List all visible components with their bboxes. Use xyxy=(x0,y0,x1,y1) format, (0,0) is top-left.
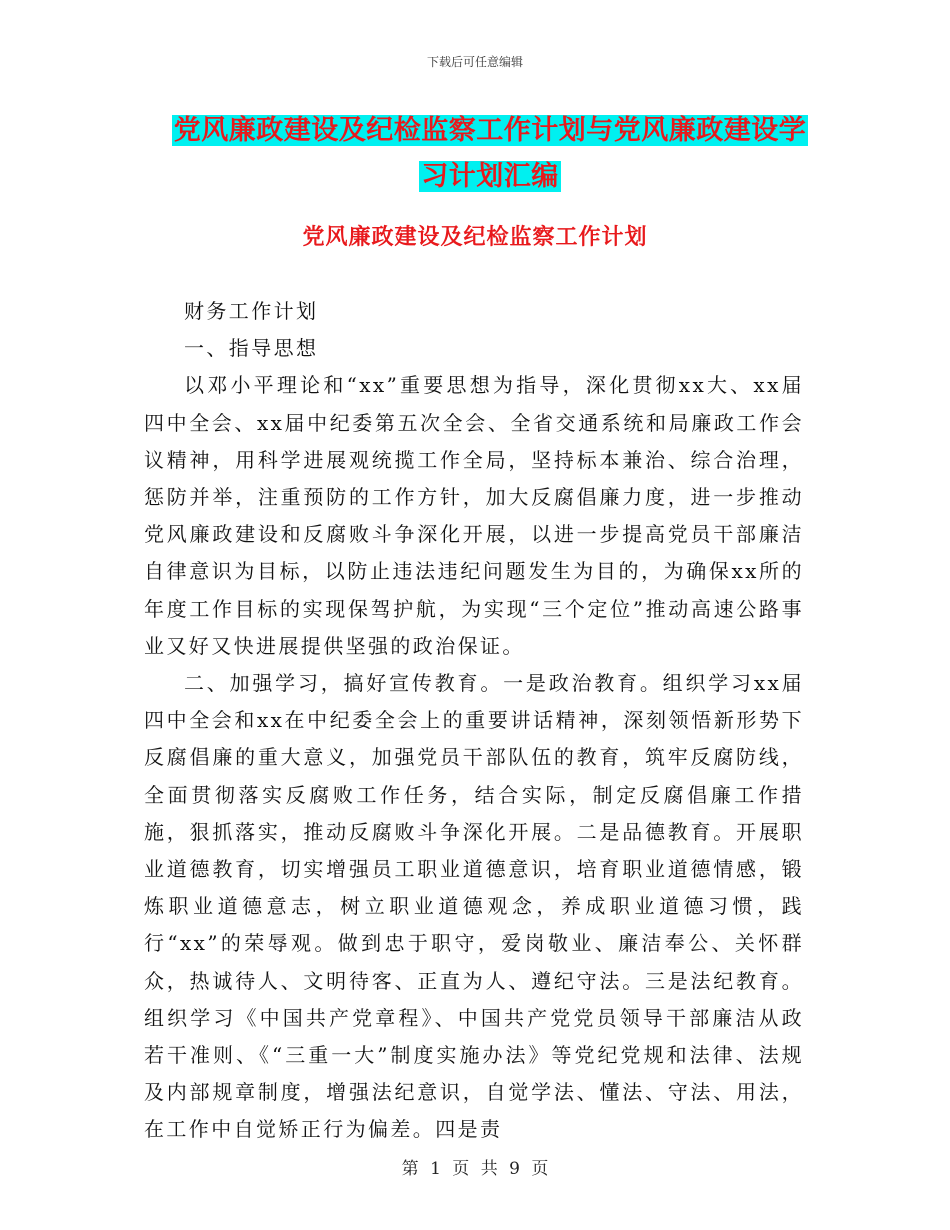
header-note: 下载后可任意编辑 xyxy=(426,55,523,69)
document-title-line2: 习计划汇编 xyxy=(421,161,559,192)
paragraph-guiding-ideology: 以邓小平理论和“xx”重要思想为指导，深化贯彻xx大、xx届四中全会、xx届中纪委第五次全会、全省交通系统和局廉政工作会议精神，用科学进展观统揽工作全局，坚持标本兼治、综合治理，惩防并举，注重预防的工作方针，加大反腐倡廉力度，进一步推动党风廉政建设和反腐败斗争深化开展，以进一步提高党员干部廉洁自律意识为目标，以防止违法违纪问题发生为目的，为确保xx所的年度工作目标的实现保驾护航，为实现“三个定位”推动高速公路事业又好又快进展提供坚强的政治保证。 xyxy=(144,373,804,658)
section-title: 党风廉政建设及纪检监察工作计划 xyxy=(302,225,648,250)
page-footer: 第 1 页 共 9 页 xyxy=(401,1159,549,1179)
paragraph-heading-guiding-ideology: 一、指导思想 xyxy=(184,336,319,361)
paragraph-heading-finance-plan: 财务工作计划 xyxy=(184,299,319,323)
document-title xyxy=(140,108,840,200)
document-title-line1: 党风廉政建设及纪检监察工作计划与党风廉政建设学 xyxy=(173,115,807,146)
document-body xyxy=(144,293,804,1149)
paragraph-study-education: 二、加强学习，搞好宣传教育。一是政治教育。组织学习xx届四中全会和xx在中纪委全会上的重要讲话精神，深刻领悟新形势下反腐倡廉的重大意义，加强党员干部队伍的教育，筑牢反腐防线，全面贯彻落实反腐败工作任务，结合实际，制定反腐倡廉工作措施，狠抓落实，推动反腐败斗争深化开展。二是品德教育。开展职业道德教育，切实增强员工职业道德意识，培育职业道德情感，锻炼职业道德意志，树立职业道德观念，养成职业道德习惯，践行“xx”的荣辱观。做到忠于职守，爱岗敬业、廉洁奉公、关怀群众，热诚待人、文明待客、正直为人、遵纪守法。三是法纪教育。组织学习《中国共产党章程》、中国共产党党员领导干部廉洁从政若干准则、《“三重一大”制度实施办法》等党纪党规和法律、法规及内部规章制度，增强法纪意识，自觉学法、懂法、守法、用法，在工作中自觉矫正行为偏差。四是责 xyxy=(144,671,804,1142)
